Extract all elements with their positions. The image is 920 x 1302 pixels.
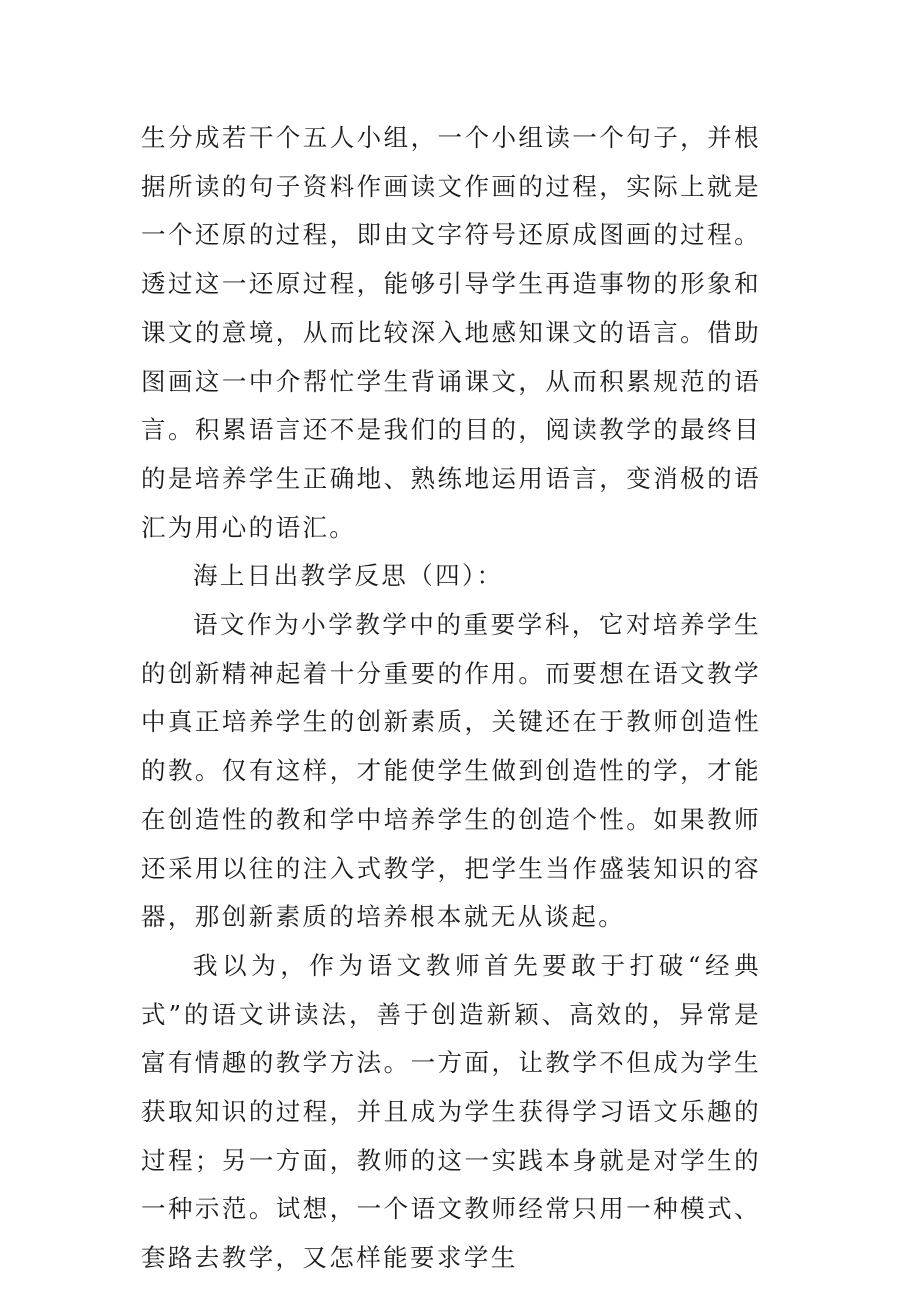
- body-text: [141, 114, 761, 1283]
- section-heading: 海上日出教学反思（四）：: [193, 561, 504, 591]
- paragraph: 我以为，作为语文教师首先要敢于打破“经典式”的语文讲读法，善于创造新颖、高效的，异常是富有情趣的教学方法。一方面，让教学不但成为学生获取知识的过程，并且成为学生获得学习语文乐趣的过程；另一方面，教师的这一实践本身就是对学生的一种示范。试想，一个语文教师经常只用一种模式、套路去教学，又怎样能要求学生: [141, 950, 761, 1273]
- paragraph-continued: 生分成若干个五人小组，一个小组读一个句子，并根据所读的句子资料作画读文作画的过程，实际上就是一个还原的过程，即由文字符号还原成图画的过程。透过这一还原过程，能够引导学生再造事物的形象和课文的意境，从而比较深入地感知课文的语言。借助图画这一中介帮忙学生背诵课文，从而积累规范的语言。积累语言还不是我们的目的，阅读教学的最终目的是培养学生正确地、熟练地运用语言，变消极的语汇为用心的语汇。: [141, 123, 761, 542]
- paragraph: 语文作为小学教学中的重要学科，它对培养学生的创新精神起着十分重要的作用。而要想在语文教学中真正培养学生的创新素质，关键还在于教师创造性的教。仅有这样，才能使学生做到创造性的学，才能在创造性的教和学中培养学生的创造个性。如果教师还采用以往的注入式教学，把学生当作盛装知识的容器，那创新素质的培养根本就无从谈起。: [141, 610, 761, 932]
